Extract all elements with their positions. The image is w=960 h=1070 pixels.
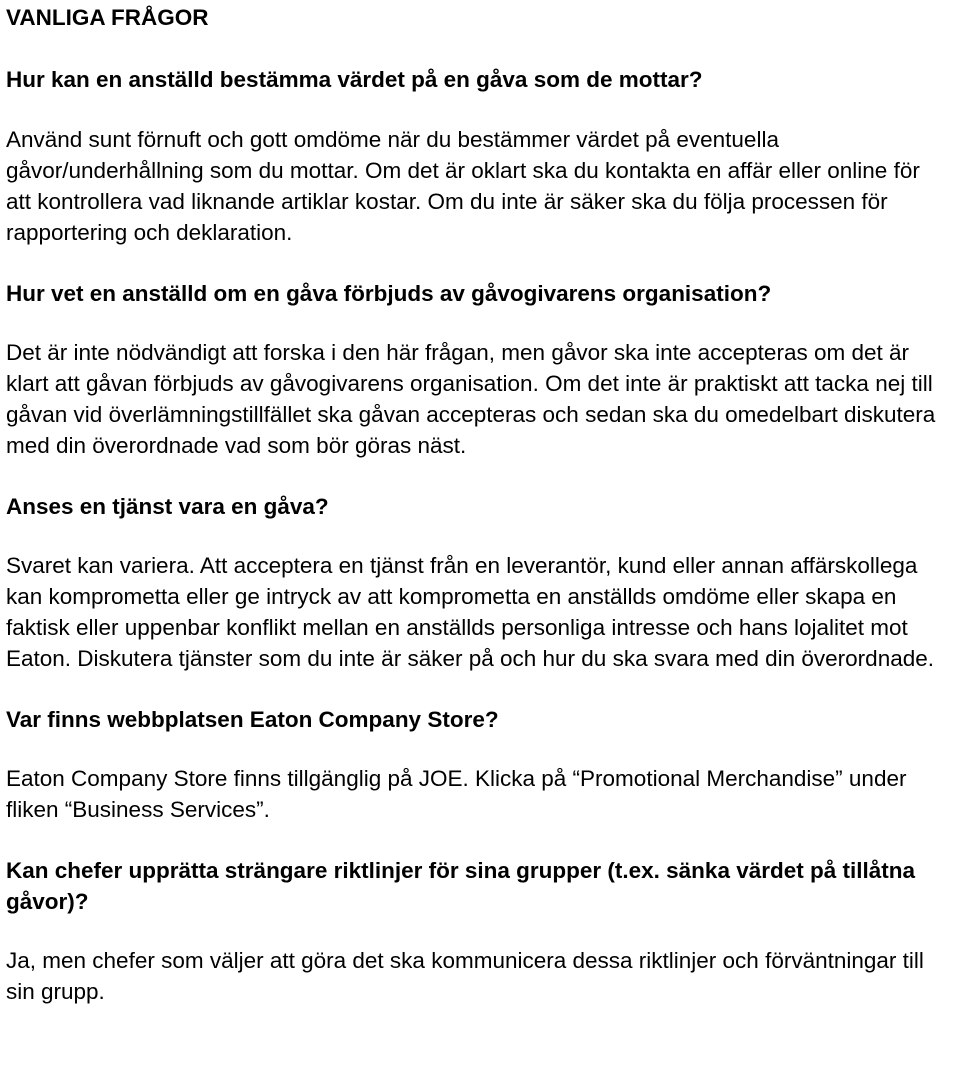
faq-item-3	[6, 491, 946, 674]
faq-question-4: Var finns webbplatsen Eaton Company Store?	[6, 707, 499, 732]
faq-item-5	[6, 855, 946, 1007]
faq-question-1: Hur kan en anställd bestämma värdet på en gåva som de mottar?	[6, 67, 703, 92]
faq-answer-4: Eaton Company Store finns tillgänglig på JOE. Klicka på “Promotional Merchandise” under fliken “Business Services”.	[6, 766, 907, 822]
faq-question-3: Anses en tjänst vara en gåva?	[6, 494, 329, 519]
document-title: VANLIGA FRÅGOR	[6, 5, 209, 30]
faq-question-2: Hur vet en anställd om en gåva förbjuds av gåvogivarens organisation?	[6, 281, 772, 306]
faq-item-1	[6, 64, 946, 248]
faq-answer-5: Ja, men chefer som väljer att göra det ska kommunicera dessa riktlinjer och förväntningar till sin grupp.	[6, 948, 924, 1004]
faq-question-5: Kan chefer upprätta strängare riktlinjer för sina grupper (t.ex. sänka värdet på tillåtna gåvor)?	[6, 858, 916, 914]
faq-answer-3: Svaret kan variera. Att acceptera en tjänst från en leverantör, kund eller annan affärskollega kan komprometta eller ge intryck av att komprometta en anställds omdöme eller skapa en faktisk eller uppenbar konflikt mellan en anställds personliga intresse och hans lojalitet mot Eaton. Diskutera tjänster som du inte är säker på och hur du ska svara med din överordnade.	[6, 553, 934, 671]
faq-item-4	[6, 704, 946, 825]
faq-item-2	[6, 278, 946, 461]
faq-answer-2: Det är inte nödvändigt att forska i den här frågan, men gåvor ska inte accepteras om det är klart att gåvan förbjuds av gåvogivarens organisation. Om det inte är praktiskt att tacka nej till gåvan vid överlämningstillfället ska gåvan accepteras och sedan ska du omedelbart diskutera med din överordnade vad som bör göras näst.	[6, 340, 936, 458]
faq-answer-1: Använd sunt förnuft och gott omdöme när du bestämmer värdet på eventuella gåvor/underhållning som du mottar. Om det är oklart ska du kontakta en affär eller online för att kontrollera vad liknande artiklar kostar. Om du inte är säker ska du följa processen för rapportering och deklaration.	[6, 127, 920, 245]
